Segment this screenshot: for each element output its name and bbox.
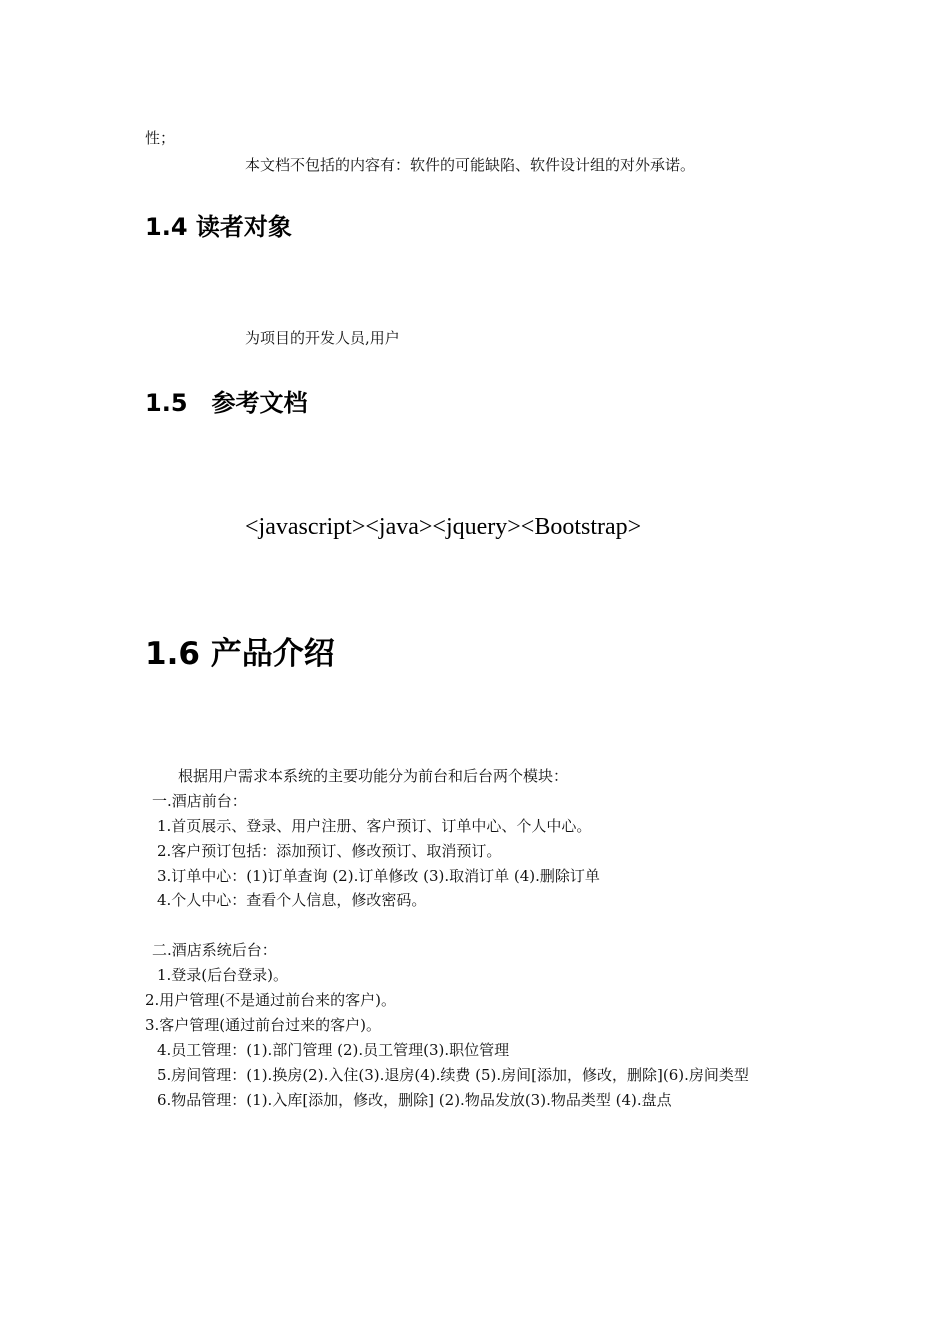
backend-item: 5.房间管理：(1).换房(2).入住(3).退房(4).续费 (5).房间[添加，修改，删除](6).房间类型 <box>157 1066 749 1084</box>
backend-item: 2.用户管理(不是通过前台来的客户)。 <box>145 991 397 1009</box>
frontend-item: 2.客户预订包括：添加预订、修改预订、取消预订。 <box>157 842 502 860</box>
section-1-5-heading: 1.5 参考文档 <box>145 389 308 417</box>
frontend-item: 1.首页展示、登录、用户注册、客户预订、订单中心、个人中心。 <box>157 817 592 835</box>
backend-item: 3.客户管理(通过前台过来的客户)。 <box>145 1016 382 1034</box>
intro-tail-text: 性； <box>145 129 176 147</box>
frontend-item: 3.订单中心：(1)订单查询 (2).订单修改 (3).取消订单 (4).删除订单 <box>157 867 600 885</box>
backend-title: 二.酒店系统后台： <box>152 941 277 959</box>
backend-item: 4.员工管理：(1).部门管理 (2).员工管理(3).职位管理 <box>157 1041 510 1059</box>
section-1-6-heading: 1.6 产品介绍 <box>145 636 335 672</box>
section-1-4-heading: 1.4 读者对象 <box>145 213 292 241</box>
backend-item: 6.物品管理：(1).入库[添加，修改，删除] (2).物品发放(3).物品类型 (4).盘点 <box>157 1091 672 1109</box>
intro-exclusions-text: 本文档不包括的内容有：软件的可能缺陷、软件设计组的对外承诺。 <box>245 156 696 174</box>
frontend-title: 一.酒店前台： <box>152 792 247 810</box>
section-1-4-body: 为项目的开发人员,用户 <box>245 329 400 347</box>
frontend-item: 4.个人中心：查看个人信息，修改密码。 <box>157 891 427 909</box>
section-1-5-references: <javascript><java><jquery><Bootstrap> <box>245 514 642 540</box>
backend-item: 1.登录(后台登录)。 <box>157 966 289 984</box>
section-1-6-lead: 根据用户需求本系统的主要功能分为前台和后台两个模块： <box>178 767 569 785</box>
